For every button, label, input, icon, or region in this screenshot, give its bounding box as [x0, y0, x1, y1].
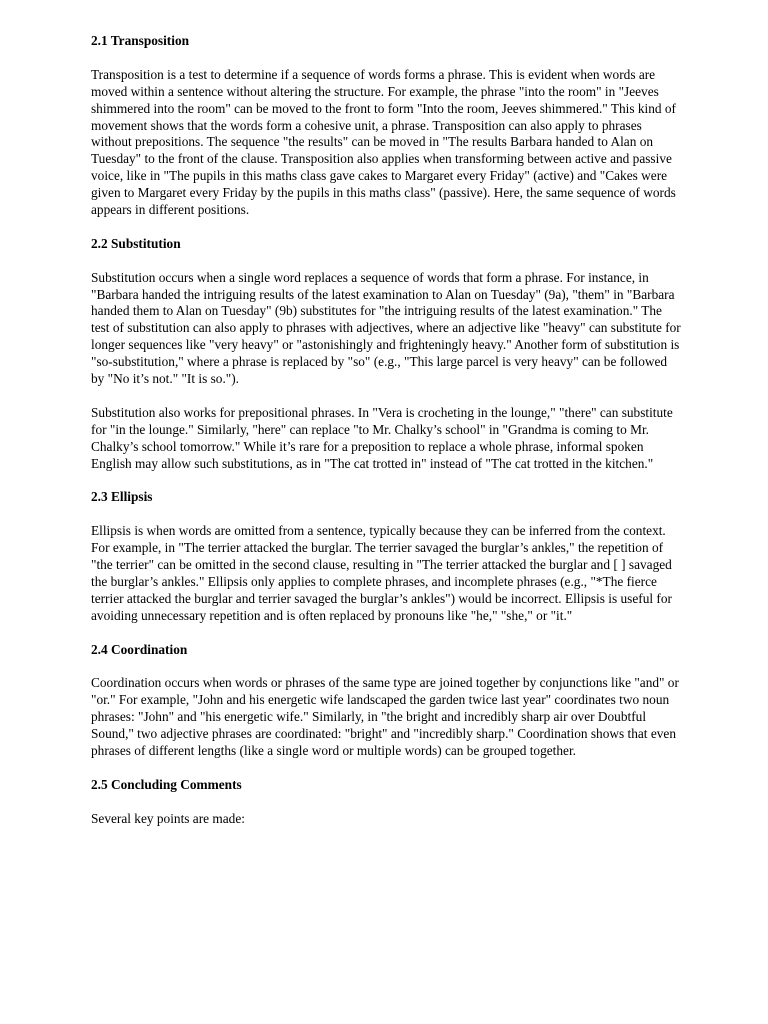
section-heading-ellipsis: 2.3 Ellipsis: [91, 489, 153, 505]
document-page: [91, 33, 681, 844]
section-heading-coordination: 2.4 Coordination: [91, 641, 188, 657]
section-heading-concluding-comments: 2.5 Concluding Comments: [91, 776, 242, 792]
paragraph-substitution-1: Substitution occurs when a single word replaces a sequence of words that form a phrase. For instance, in "Barbara handed the intriguing results of the latest examination to Alan on Tuesday" (9a), "them" in "Barbara handed them to Alan on Tuesday" (9b) substitutes for "the intriguing results of the latest examination." The test of substitution can also apply to phrases with adjectives, where an adjective like "heavy" can substitute for longer sequences like "very heavy" or "astonishingly and frighteningly heavy." Another form of substitution is "so-substitution," where a phrase is replaced by "so" (e.g., "This large parcel is very heavy" can be followed by "No it’s not." "It is so.").: [91, 269, 681, 387]
paragraph-concluding-comments: Several key points are made:: [91, 810, 245, 826]
section-heading-transposition: 2.1 Transposition: [91, 33, 190, 48]
paragraph-substitution-2: Substitution also works for prepositional phrases. In "Vera is crocheting in the lounge," "there" can substitute for "in the lounge." Similarly, "here" can replace "to Mr. Chalky’s school" in "Grandma is coming to Mr. Chalky’s school tomorrow." While it’s rare for a preposition to replace a whole phrase, informal spoken English may allow such substitutions, as in "The cat trotted in" instead of "The cat trotted in the kitchen.": [91, 404, 673, 471]
paragraph-transposition: Transposition is a test to determine if a sequence of words forms a phrase. This is evident when words are moved within a sentence without altering the structure. For example, the phrase "into the room" in "Jeeves shimmered into the room" can be moved to the front to form "Into the room, Jeeves shimmered." This kind of movement shows that the words form a cohesive unit, a phrase. Transposition can also apply to phrases without prepositions. The sequence "the results" can be moved in "The results Barbara handed to Alan on Tuesday" to the front of the clause. Transposition also applies when transforming between active and passive voice, like in "The pupils in this maths class gave cakes to Margaret every Friday" (active) and "Cakes were given to Margaret every Friday by the pupils in this maths class" (passive). Here, the same sequence of words appears in different positions.: [91, 66, 676, 218]
paragraph-ellipsis: Ellipsis is when words are omitted from a sentence, typically because they can be inferred from the context. For example, in "The terrier attacked the burglar. The terrier savaged the burglar’s ankles," the repetition of "the terrier" can be omitted in the second clause, resulting in "The terrier attacked the burglar and [ ] savaged the burglar’s ankles." Ellipsis only applies to complete phrases, and incomplete phrases (e.g., "*The fierce terrier attacked the burglar and terrier savaged the burglar’s ankles") would be incorrect. Ellipsis is useful for avoiding unnecessary repetition and is often replaced by pronouns like "he," "she," or "it.": [91, 523, 672, 623]
paragraph-coordination: Coordination occurs when words or phrases of the same type are joined together by conjunctions like "and" or "or." For example, "John and his energetic wife landscaped the garden twice last year" coordinates two noun phrases: "John" and "his energetic wife." Similarly, in "the bright and incredibly sharp air over Doubtful Sound," two adjective phrases are coordinated: "bright" and "incredibly sharp." Coordination shows that even phrases of different lengths (like a single word or multiple words) can be grouped together.: [91, 675, 679, 758]
section-heading-substitution: 2.2 Substitution: [91, 235, 181, 251]
